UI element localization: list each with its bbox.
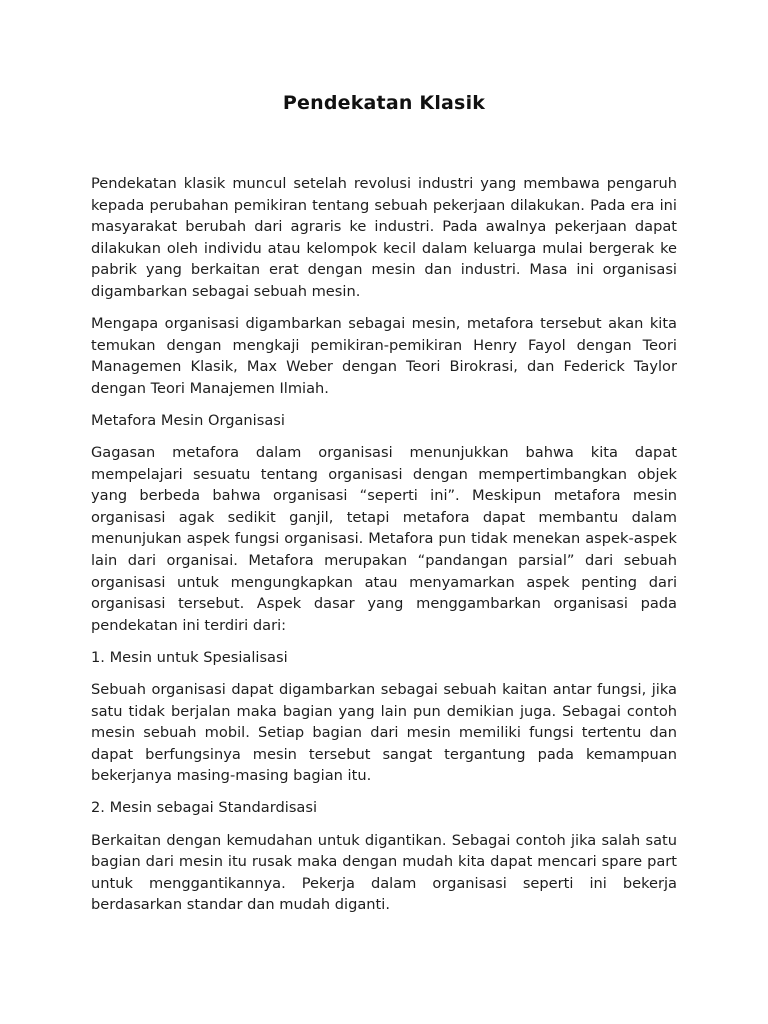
paragraph-spesialisasi: Sebuah organisasi dapat digambarkan sebagai sebuah kaitan antar fungsi, jika satu tidak berjalan maka bagian yang lain pun demikian juga. Sebagai contoh mesin sebuah mobil. Setiap bagian dari mesin memiliki fungsi tertentu dan dapat berfungsinya mesin tersebut sangat tergantung pada kemampuan bekerjanya masing-masing bagian itu. [91,680,677,785]
section-heading-metafora: Metafora Mesin Organisasi [91,411,285,429]
paragraph-metafora: Gagasan metafora dalam organisasi menunjukkan bahwa kita dapat mempelajari sesuatu tentang organisasi dengan mempertimbangkan objek yang berbeda bahwa organisasi “seperti ini”. Meskipun metafora mesin organisasi agak sedikit ganjil, tetapi metafora dapat membantu dalam menunjukan aspek fungsi organisasi. Metafora pun tidak menekan aspek-aspek lain dari organisai. Metafora merupakan “pandangan parsial” dari sebuah organisasi untuk mengungkapkan atau menyamarkan aspek penting dari organisasi tersebut. Aspek dasar yang menggambarkan organisasi pada pendekatan ini terdiri dari: [91,444,677,634]
section-heading-standardisasi: 2. Mesin sebagai Standardisasi [91,799,318,817]
document-body [91,173,677,926]
paragraph-standardisasi: Berkaitan dengan kemudahan untuk digantikan. Sebagai contoh jika salah satu bagian dari mesin itu rusak maka dengan mudah kita dapat mencari spare part untuk menggantikannya. Pekerja dalam organisasi seperti ini bekerja berdasarkan standar dan mudah diganti. [91,831,677,914]
document-title: Pendekatan Klasik [282,92,486,114]
paragraph-intro: Pendekatan klasik muncul setelah revolusi industri yang membawa pengaruh kepada perubahan pemikiran tentang sebuah pekerjaan dilakukan. Pada era ini masyarakat berubah dari agraris ke industri. Pada awalnya pekerjaan dapat dilakukan oleh individu atau kelompok kecil dalam keluarga mulai bergerak ke pabrik yang berkaitan erat dengan mesin dan industri. Masa ini organisasi digambarkan sebagai sebuah mesin. [91,175,677,300]
paragraph-why-machine: Mengapa organisasi digambarkan sebagai mesin, metafora tersebut akan kita temukan dengan mengkaji pemikiran-pemikiran Henry Fayol dengan Teori Managemen Klasik, Max Weber dengan Teori Birokrasi, dan Federick Taylor dengan Teori Manajemen Ilmiah. [91,315,677,397]
section-heading-spesialisasi: 1. Mesin untuk Spesialisasi [91,648,288,666]
